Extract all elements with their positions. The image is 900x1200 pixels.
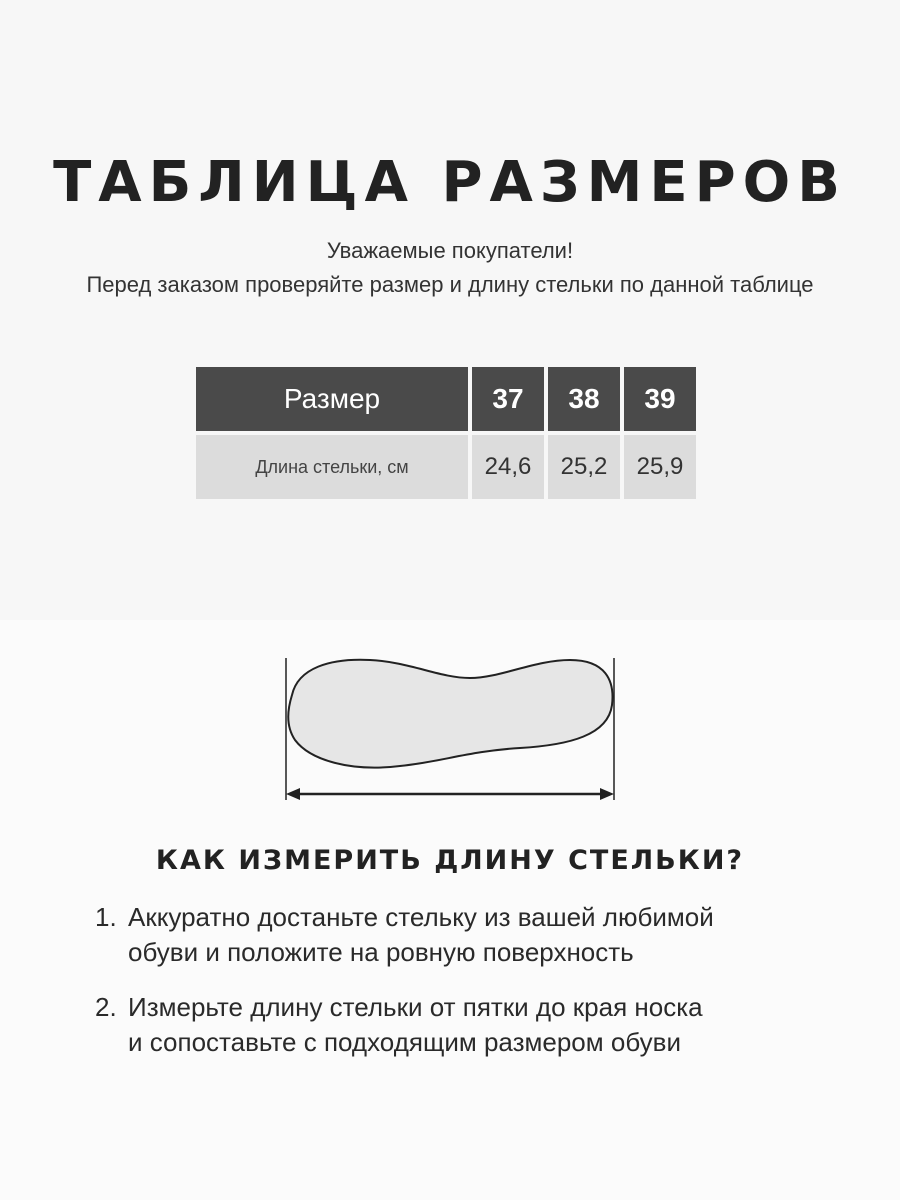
insole-measurement-illustration bbox=[270, 650, 630, 810]
insole-outline-icon bbox=[288, 660, 612, 768]
page-title: ТАБЛИЦА РАЗМЕРОВ bbox=[53, 150, 847, 215]
instruction-text: Перед заказом проверяйте размер и длину стельки по данной таблице bbox=[86, 272, 814, 297]
length-cell: 25,2 bbox=[548, 435, 620, 499]
step-text-line: Аккуратно достаньте стельку из вашей любимой bbox=[128, 902, 714, 932]
list-item bbox=[95, 990, 815, 1060]
size-cell: 39 bbox=[624, 367, 696, 431]
length-row bbox=[196, 435, 696, 499]
step-text-line: и сопоставьте с подходящим размером обуви bbox=[128, 1027, 681, 1057]
size-header-label: Размер bbox=[196, 367, 468, 431]
size-cell: 38 bbox=[548, 367, 620, 431]
length-cell: 24,6 bbox=[472, 435, 544, 499]
arrow-left-head-icon bbox=[286, 788, 300, 800]
list-item bbox=[95, 900, 815, 970]
step-number: 1. bbox=[95, 902, 117, 932]
greeting-text: Уважаемые покупатели! bbox=[326, 238, 574, 263]
step-text bbox=[128, 990, 815, 1060]
length-cell: 25,9 bbox=[624, 435, 696, 499]
step-number: 2. bbox=[95, 992, 117, 1022]
size-header-row bbox=[196, 367, 696, 431]
size-cell: 37 bbox=[472, 367, 544, 431]
measure-steps-list bbox=[95, 900, 815, 1080]
step-text-line: обуви и положите на ровную поверхность bbox=[128, 937, 634, 967]
size-table bbox=[192, 363, 700, 503]
arrow-right-head-icon bbox=[600, 788, 614, 800]
length-row-label: Длина стельки, см bbox=[196, 435, 468, 499]
step-text bbox=[128, 900, 815, 970]
step-text-line: Измерьте длину стельки от пятки до края носка bbox=[128, 992, 703, 1022]
how-to-measure-title: КАК ИЗМЕРИТЬ ДЛИНУ СТЕЛЬКИ? bbox=[155, 845, 745, 876]
